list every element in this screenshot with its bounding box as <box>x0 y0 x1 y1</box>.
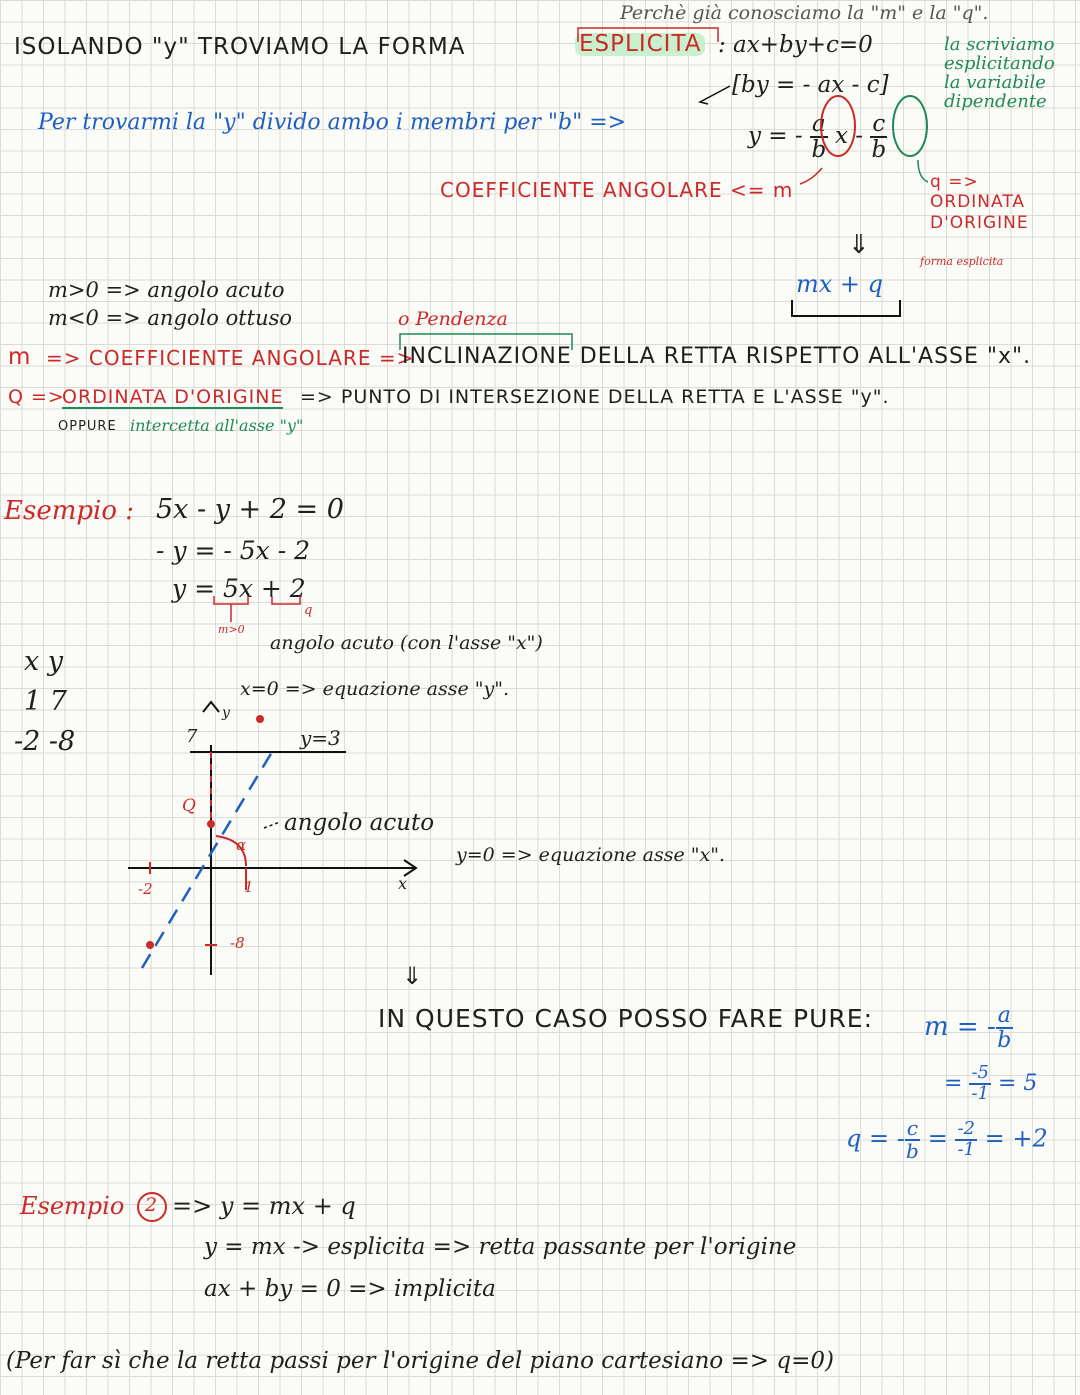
y3-label: y=3 <box>300 726 341 750</box>
arrow-to-q <box>918 160 928 182</box>
line-5x-plus-2 <box>142 752 272 968</box>
implicit-equation: : ax+by+c=0 <box>718 32 873 58</box>
m-positive: m>0 => angolo acuto <box>48 278 285 302</box>
arrow-step <box>700 86 730 104</box>
alt-m-step-fraction: $\frac{-5}{-1}$ <box>971 1062 989 1104</box>
example1-line2: - y = - 5x - 2 <box>156 536 311 565</box>
example1-line3: y = 5x + 2 <box>172 574 306 603</box>
top-note: Perchè già conosciamo la "m" e la "q". <box>620 2 989 24</box>
alt-q-step-prefix: = <box>927 1124 948 1153</box>
table-row-1: 1 7 <box>24 686 67 717</box>
explicit-form: mx + q <box>796 270 884 298</box>
angle-pointer <box>264 822 280 828</box>
tick-q: Q <box>182 796 196 816</box>
x0-note: x=0 => equazione asse "y". <box>240 678 510 700</box>
pendenza: o Pendenza <box>398 308 508 330</box>
example1-note: angolo acuto (con l'asse "x") <box>270 632 543 654</box>
x-axis-label: x <box>398 874 408 893</box>
alt-m-step <box>944 1064 1037 1104</box>
angle-note: angolo acuto <box>284 810 435 836</box>
example2-eq: => y = mx + q <box>172 1192 356 1220</box>
alt-m-eq <box>924 1004 1013 1052</box>
q-meaning: => PUNTO DI INTERSEZIONE DELLA RETTA E L'ASSE "y". <box>300 386 890 408</box>
alt-m-prefix: m = - <box>924 1012 996 1043</box>
example2-label: Esempio <box>20 1192 125 1220</box>
circle-c-over-b <box>893 96 927 156</box>
example1-line1: 5x - y + 2 = 0 <box>156 494 344 525</box>
pendenza-bracket <box>400 334 572 350</box>
derivation-step1: [by = - ax - c] <box>732 72 889 98</box>
alt-q-eq <box>846 1118 1048 1162</box>
coef-label: COEFFICIENTE ANGOLARE <= m <box>440 178 794 202</box>
q-prefix: Q => <box>8 386 65 408</box>
point-q <box>207 820 215 828</box>
y-axis-label: y <box>222 705 230 721</box>
side-note: la scriviamo esplicitando la variabile dipendente <box>944 34 1055 112</box>
tick-minus8: -8 <box>230 934 245 952</box>
m-underline <box>214 596 248 604</box>
instruction: Per trovarmi la "y" divido ambo i membri per "b" => <box>38 110 627 135</box>
explicit-form-note: forma esplicita <box>920 255 1004 268</box>
alt-text: IN QUESTO CASO POSSO FARE PURE: <box>378 1004 873 1033</box>
tick-1: 1 <box>244 878 254 896</box>
m-label: => COEFFICIENTE ANGOLARE => <box>46 346 415 370</box>
esplicita-bracket <box>578 28 718 42</box>
tick-7: 7 <box>186 726 198 747</box>
y0-note: y=0 => equazione asse "x". <box>456 844 726 866</box>
alt-arrow: ⇓ <box>402 962 423 990</box>
example2-number: 2 <box>145 1194 158 1216</box>
arrow-down: ⇓ <box>848 230 870 260</box>
point-minus2-minus8 <box>146 941 154 949</box>
alt-q-fraction: $\frac{c}{b}$ <box>906 1116 919 1163</box>
q-underline <box>272 596 300 604</box>
m-meaning: INCLINAZIONE DELLA RETTA RISPETTO ALL'ASSE "x". <box>402 344 1032 369</box>
q-label: q => ORDINATA D'ORIGINE <box>930 172 1029 233</box>
fraction-c-over-b: $\frac{c}{b}$ <box>871 111 887 164</box>
step2-prefix: y = - <box>748 123 803 150</box>
alt-m-fraction: $\frac{a}{b}$ <box>997 1003 1012 1054</box>
circle-a-over-b <box>821 96 855 156</box>
tick-minus2: -2 <box>138 880 153 898</box>
example2-line2: ax + by = 0 => implicita <box>204 1276 496 1302</box>
angle-arc <box>216 836 246 866</box>
fraction-a-over-b: $\frac{a}{b}$ <box>811 111 827 164</box>
arrow-to-coef <box>800 168 822 184</box>
example1-label: Esempio : <box>4 496 134 526</box>
title-highlight: ESPLICITA <box>575 33 705 56</box>
alt-q-result: = +2 <box>984 1124 1048 1153</box>
alt-q-prefix: q = - <box>846 1124 905 1153</box>
q-label-def: ORDINATA D'ORIGINE <box>62 386 284 408</box>
m-prefix: m <box>8 344 32 370</box>
m-tag: m>0 <box>218 623 245 636</box>
m-negative: m<0 => angolo ottuso <box>48 306 293 330</box>
oppure: OPPURE <box>58 419 117 434</box>
point-0-7 <box>256 715 264 723</box>
explicit-form-bracket <box>792 300 900 316</box>
alt-q-step-fraction: $\frac{-2}{-1}$ <box>957 1118 975 1160</box>
alt-m-result: = 5 <box>997 1070 1038 1096</box>
q-tag: q <box>304 603 313 618</box>
title-prefix: ISOLANDO "y" TROVIAMO LA FORMA <box>14 34 466 60</box>
example2-line1: y = mx -> esplicita => retta passante per l'origine <box>204 1234 797 1260</box>
alt-m-step-prefix: = <box>944 1070 963 1096</box>
y-axis-arrow <box>203 702 219 712</box>
x-label: x - <box>835 123 864 150</box>
intercetta: intercetta all'asse "y" <box>130 416 304 435</box>
alpha: α <box>236 836 247 854</box>
table-header: x y <box>24 646 64 677</box>
table-row-2: -2 -8 <box>14 726 76 757</box>
footer-note: (Per far sì che la retta passi per l'origine del piano cartesiano => q=0) <box>6 1348 834 1374</box>
